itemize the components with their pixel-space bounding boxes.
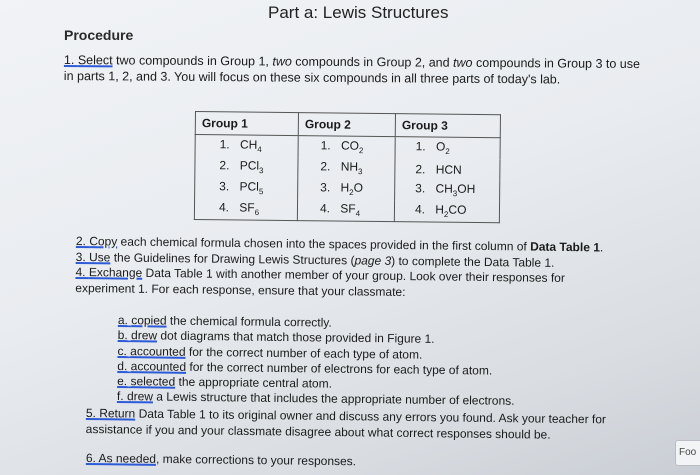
compound-cell — [298, 178, 395, 200]
compound-formula: $H_2CO$ — [435, 202, 467, 220]
step-2: 2. Copy each chemical formula chosen into the spaces provided in the first column of Data Table 1. — [75, 234, 604, 255]
page-title: Part a: Lewis Structures — [268, 3, 449, 22]
compound-formula: HCN — [435, 162, 462, 177]
compound-number: 4. — [218, 200, 233, 215]
compound-formula: $CO_2$ — [340, 138, 364, 156]
check-item: f. drew a Lewis structure that includes the appropriate number of electrons. — [116, 389, 515, 409]
compound-formula: $H_2O$ — [340, 180, 364, 198]
check-item: b. drew dot diagrams that match those provided in Figure 1. — [117, 328, 435, 347]
compound-number: 3. — [415, 181, 429, 196]
compound-formula: $SF_6$ — [239, 200, 260, 218]
compound-number: 2. — [415, 161, 429, 176]
compound-cell — [195, 156, 298, 178]
compound-cell — [298, 136, 395, 159]
compound-formula: PCl$_3$ — [239, 158, 264, 176]
compound-number: 3. — [219, 179, 233, 194]
compound-cell — [297, 199, 394, 222]
compound-number: 2. — [219, 158, 233, 173]
step-5: 5. Return Data Table 1 to its original owner and discuss any errors you found. Ask your teacher for assistance if you and your classmate disagree about what correct responses should be. — [85, 406, 607, 442]
compound-cell — [194, 198, 297, 221]
compound-formula: $NH_3$ — [340, 159, 363, 177]
compound-cell — [195, 135, 298, 158]
check-item: c. accounted for the correct number of each type of atom. — [117, 343, 423, 362]
step-3: 3. Use the Guidelines for Drawing Lewis Structures (page 3) to complete the Data Table 1. — [75, 249, 555, 270]
steps-2-4 — [75, 234, 603, 302]
group-3-header: Group 3 — [395, 114, 500, 138]
check-item: e. selected the appropriate central atom. — [117, 374, 333, 391]
compound-groups-table — [194, 111, 501, 223]
compound-cell — [394, 200, 499, 223]
check-item: d. accounted for the correct number of electrons for each type of atom. — [117, 358, 493, 378]
compound-number: 1. — [219, 137, 234, 152]
compound-number: 3. — [320, 180, 334, 195]
table-row — [194, 198, 499, 223]
step-4: 4. Exchange Data Table 1 with another member of your group. Look over their responses for experiment 1. For each response, ensure that your classmate: — [75, 264, 565, 299]
compound-cell — [395, 179, 500, 201]
step-1-lead: 1. Select — [63, 52, 113, 68]
compound-formula: $SF_4$ — [340, 201, 361, 219]
procedure-heading: Procedure — [64, 27, 134, 43]
check-item: a. copied the chemical formula correctly. — [117, 313, 332, 330]
group-1-header: Group 1 — [195, 112, 298, 136]
compound-formula: $CH_3OH$ — [435, 181, 476, 199]
step-1-line-2: in parts 1, 2, and 3. You will focus on these six compounds in all three parts of today's lab. — [63, 68, 561, 87]
group-2-header: Group 2 — [298, 113, 395, 137]
compound-formula: $O_2$ — [435, 139, 450, 157]
checklist — [117, 313, 516, 410]
compound-cell — [195, 177, 298, 199]
compound-formula: PCl$_5$ — [239, 179, 264, 197]
step-1: 1. Select two compounds in Group 1, two compounds in Group 2, and two compounds in Group 3 to use in parts 1, 2, and 3. You will focus on these six compounds in all three parts of today's lab. — [63, 52, 641, 87]
compound-number: 4. — [414, 202, 429, 217]
compound-number: 4. — [319, 201, 334, 216]
compound-cell — [395, 158, 500, 180]
edge-tab[interactable]: Foo — [675, 440, 700, 466]
compound-number: 2. — [320, 159, 334, 174]
compound-formula: $CH_4$ — [239, 137, 262, 155]
compound-cell — [298, 157, 395, 179]
compound-cell — [395, 137, 500, 160]
step-6: 6. As needed, make corrections to your responses. — [85, 451, 357, 469]
compound-number: 1. — [415, 139, 430, 154]
compound-number: 1. — [320, 138, 335, 153]
